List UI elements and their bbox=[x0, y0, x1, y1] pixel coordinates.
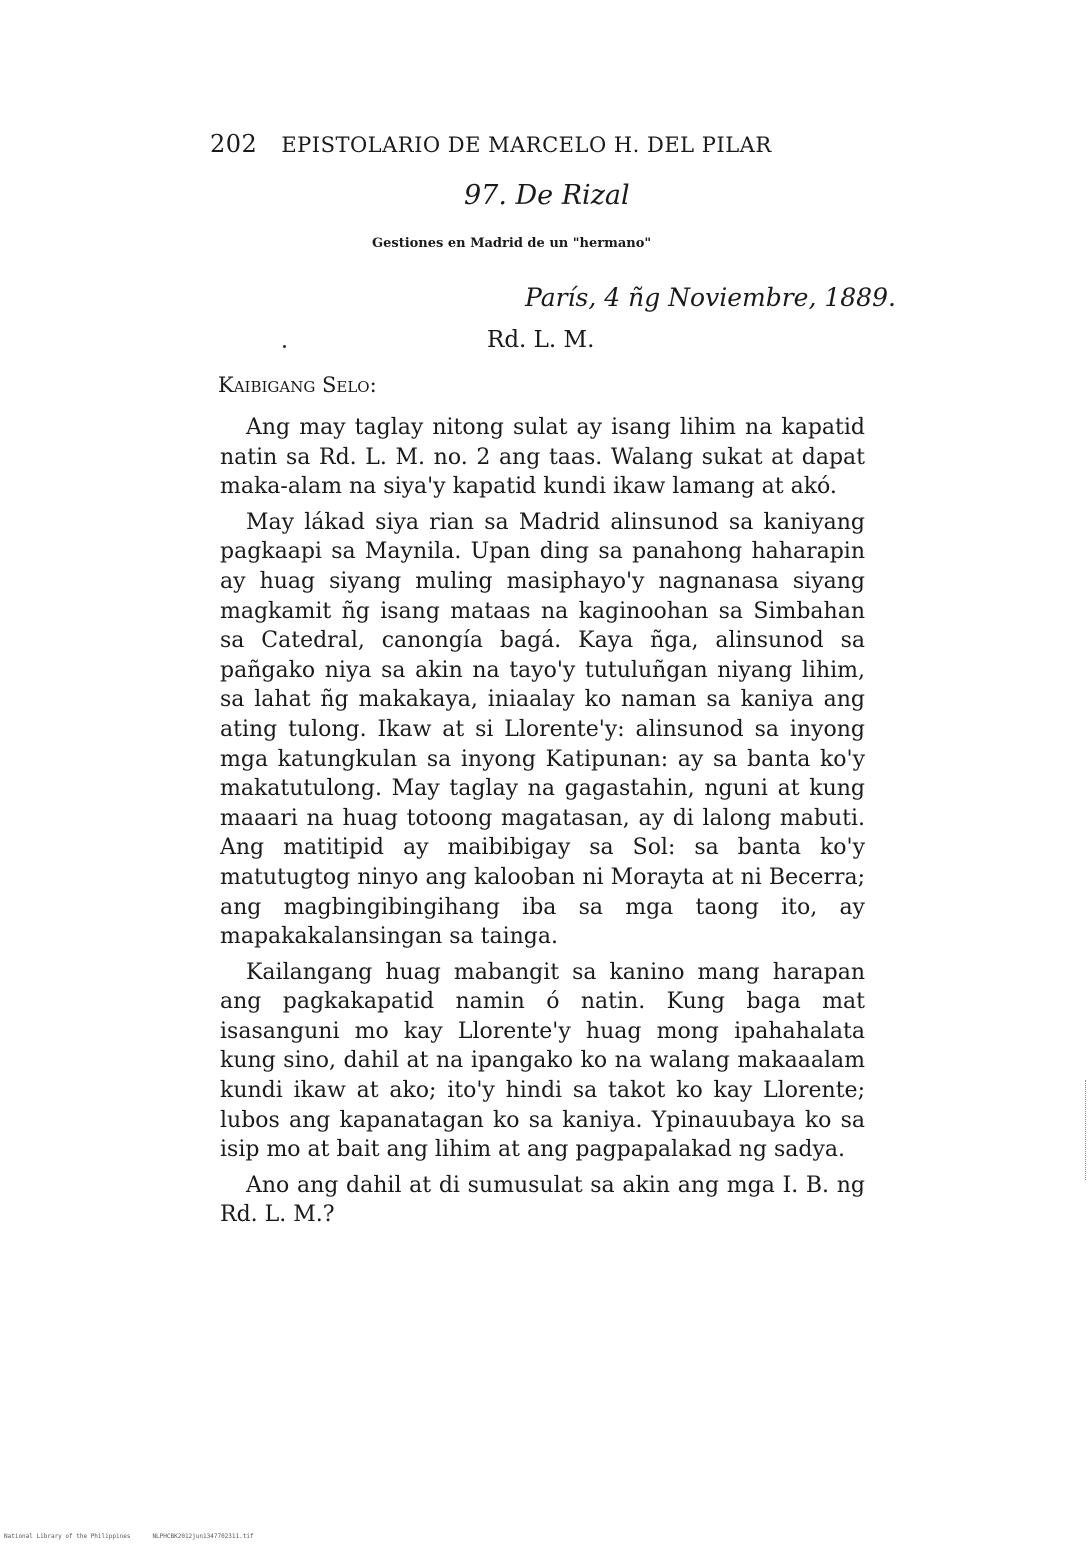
paragraph: Ang may taglay nitong sulat ay isang lihim na kapatid natin sa Rd. L. M. no. 2 ang taas. Walang sukat at dapat maka-alam na siya'y kapatid kundi ikaw lamang at akó. bbox=[220, 415, 865, 500]
library-credit: National Library of the Philippines bbox=[4, 1533, 131, 1540]
letter-subtitle: Gestiones en Madrid de un "hermano" bbox=[372, 236, 652, 251]
salutation: Kaibigang Selo: bbox=[218, 373, 377, 397]
paragraph: May lákad siya rian sa Madrid alinsunod sa kaniyang pagkaapi sa Maynila. Upan ding sa panahong haharapin ay huag siyang muling masiphayo'y nagnanasa siyang magkamit ñg isang mataas na kaginoohan sa Simbahan sa Catedral, canongía bagá. Kaya ñga, alinsunod sa pañgako niya sa akin na tayo'y tutuluñgan niyang lihim, sa lahat ñg makakaya, iniaalay ko naman sa kaniya ang ating tulong. Ikaw at si Llorente'y: alinsunod sa inyong mga katungkulan sa inyong Katipunan: ay sa banta ko'y makatutulong. May taglay na gagastahin, nguni at kung maaari na huag totoong magatasan, ay di lalong mabuti. Ang matitipid ay maibibigay sa Sol: sa banta ko'y matutugtog ninyo ang kalooban ni Morayta at ni Becerra; ang magbingibingihang iba sa mga taong ito, ay mapakakalansingan sa tainga. bbox=[220, 509, 865, 950]
file-id: NLPHCBK2012jun1347702311.tif bbox=[152, 1533, 254, 1540]
letter-title: 97. De Rizal bbox=[464, 180, 630, 211]
organization-line: Rd. L. M. bbox=[487, 327, 595, 353]
page-number: 202 bbox=[210, 130, 258, 158]
paragraph: Ano ang dahil at di sumusulat sa akin ang mga I. B. ng Rd. L. M.? bbox=[220, 1172, 865, 1228]
scan-speck bbox=[283, 345, 286, 348]
running-title: EPISTOLARIO DE MARCELO H. DEL PILAR bbox=[281, 133, 772, 157]
running-head bbox=[210, 130, 772, 158]
scan-edge-artifact bbox=[1085, 1080, 1087, 1180]
scan-footer bbox=[4, 1533, 276, 1540]
letter-body bbox=[220, 413, 865, 1236]
paragraph: Kailangang huag mabangit sa kanino mang harapan ang pagkakapatid namin ó natin. Kung baga mat isasanguni mo kay Llorente'y huag mong ipahahalata kung sino, dahil at na ipangako ko na walang makaaalam kundi ikaw at ako; ito'y hindi sa takot ko kay Llorente; lubos ang kapanatagan ko sa kaniya. Ypinauubaya ko sa isip mo at bait ang lihim at ang pagpapalakad ng sadya. bbox=[220, 959, 865, 1163]
letter-dateline: París, 4 ñg Noviembre, 1889. bbox=[525, 283, 896, 312]
